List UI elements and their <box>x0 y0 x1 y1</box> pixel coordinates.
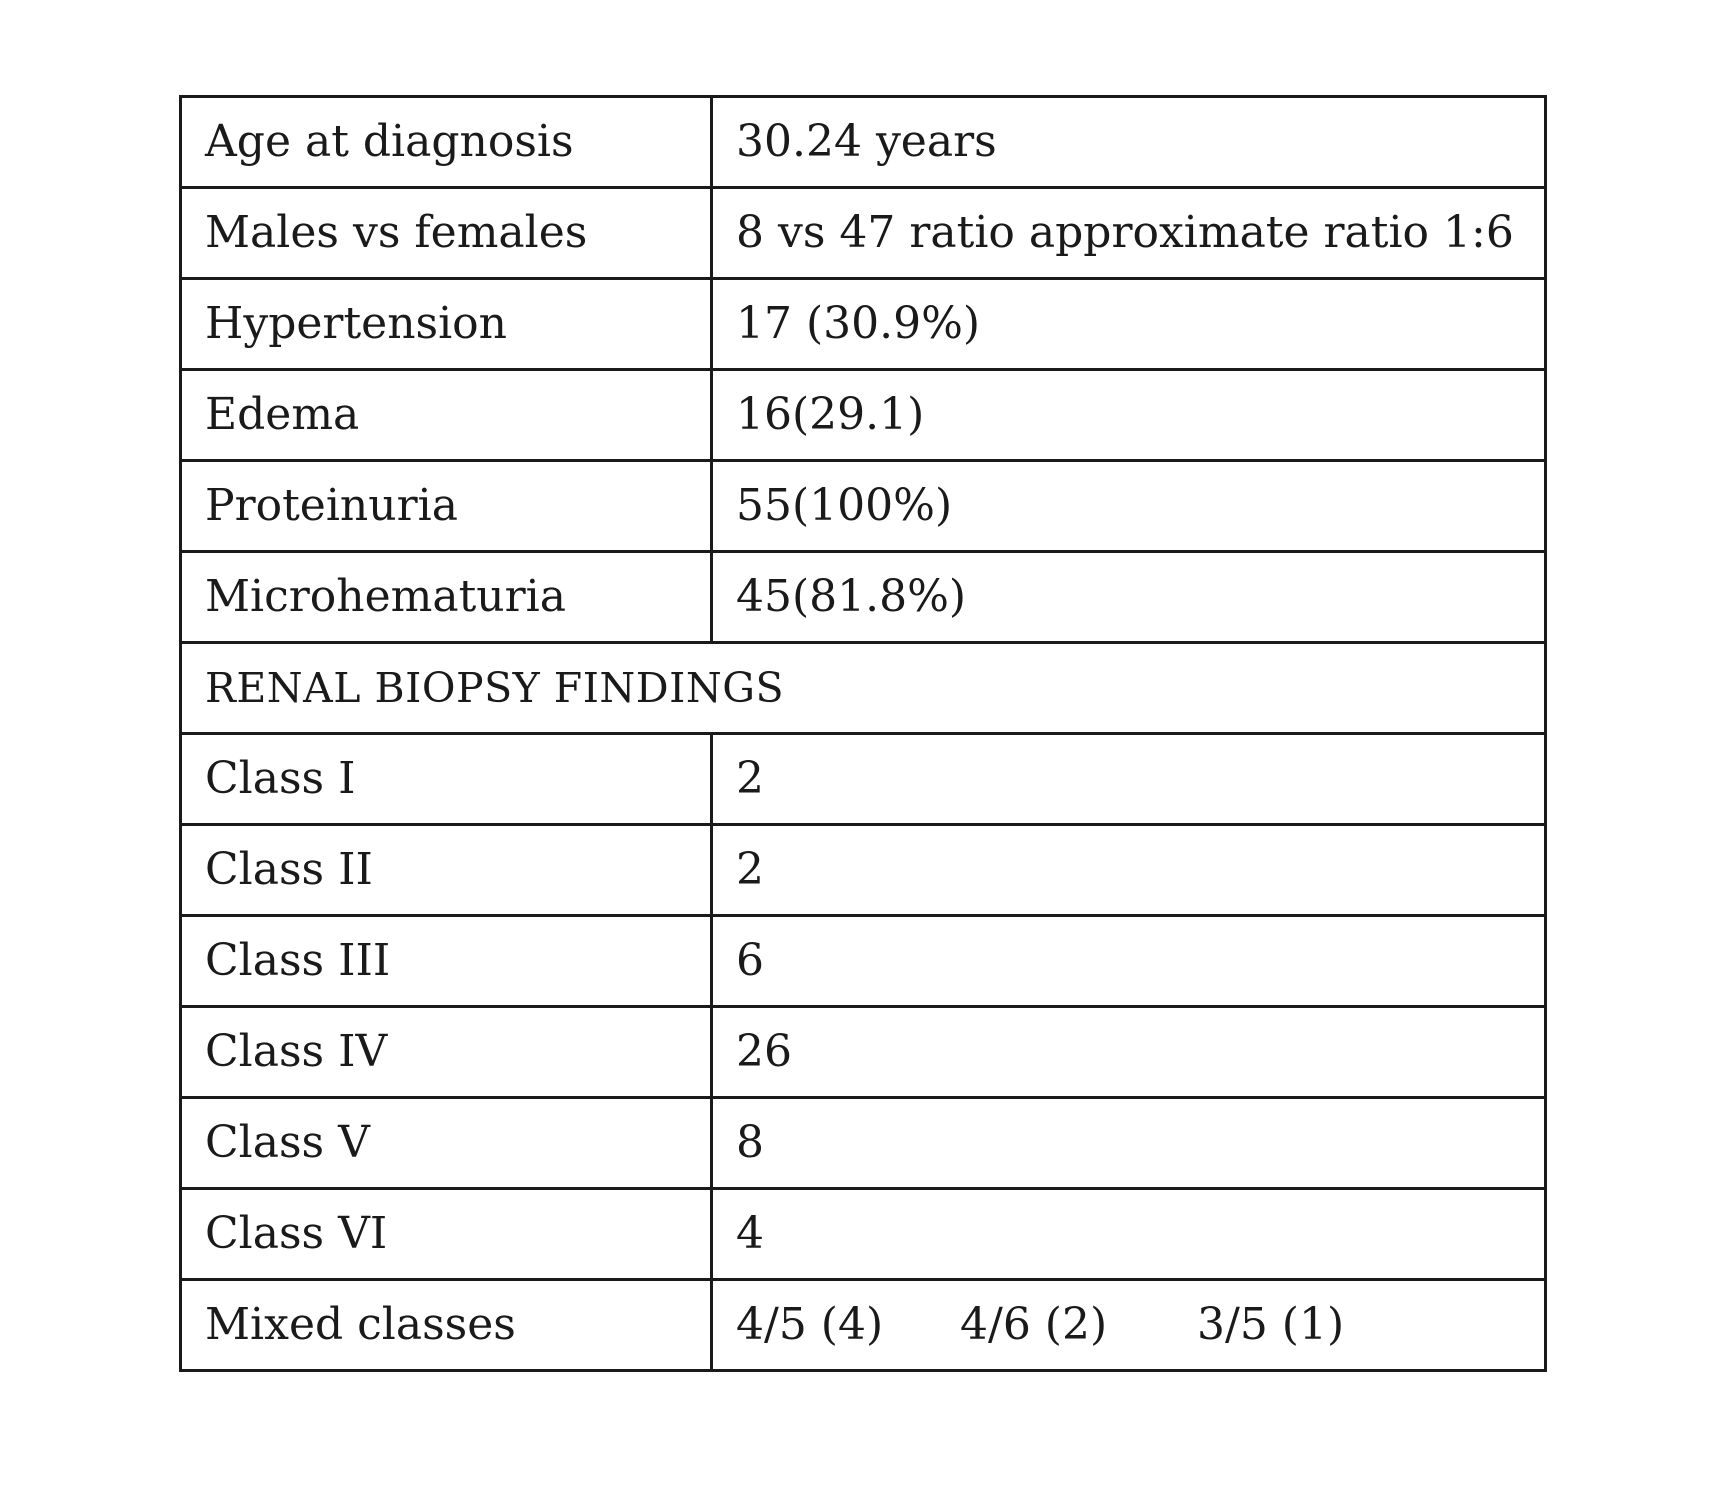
row-label: Proteinuria <box>181 461 712 552</box>
row-label: Class III <box>181 916 712 1007</box>
row-value: 8 <box>712 1098 1546 1189</box>
table-row <box>181 188 1546 279</box>
table-row <box>181 734 1546 825</box>
table-row <box>181 461 1546 552</box>
row-label: Class I <box>181 734 712 825</box>
row-label: Class IV <box>181 1007 712 1098</box>
table-row <box>181 552 1546 643</box>
table-row <box>181 1098 1546 1189</box>
table-row <box>181 1007 1546 1098</box>
row-label: Age at diagnosis <box>181 97 712 188</box>
table-row <box>181 97 1546 188</box>
row-label: Edema <box>181 370 712 461</box>
row-label: Hypertension <box>181 279 712 370</box>
row-value: 8 vs 47 ratio approximate ratio 1:6 <box>712 188 1546 279</box>
findings-table <box>179 95 1547 1372</box>
row-value: 45(81.8%) <box>712 552 1546 643</box>
section-header-row <box>181 643 1546 734</box>
row-label: Class II <box>181 825 712 916</box>
row-label: Microhematuria <box>181 552 712 643</box>
row-value: 17 (30.9%) <box>712 279 1546 370</box>
row-value: 2 <box>712 734 1546 825</box>
table-row <box>181 916 1546 1007</box>
row-value: 16(29.1) <box>712 370 1546 461</box>
table-row <box>181 279 1546 370</box>
row-value: 55(100%) <box>712 461 1546 552</box>
mixed-classes-row <box>181 1280 1546 1371</box>
row-value: 30.24 years <box>712 97 1546 188</box>
table-row <box>181 1189 1546 1280</box>
row-value: 4 <box>712 1189 1546 1280</box>
row-label: Mixed classes <box>181 1280 712 1371</box>
row-label: Class V <box>181 1098 712 1189</box>
row-value: 6 <box>712 916 1546 1007</box>
row-label: Class VI <box>181 1189 712 1280</box>
table-row <box>181 825 1546 916</box>
findings-table-container <box>179 95 1547 1372</box>
section-header: RENAL BIOPSY FINDINGS <box>181 643 1546 734</box>
row-value: 26 <box>712 1007 1546 1098</box>
mixed-class-value: 4/6 (2) <box>960 1299 1108 1350</box>
row-label: Males vs females <box>181 188 712 279</box>
table-row <box>181 370 1546 461</box>
row-value: 2 <box>712 825 1546 916</box>
mixed-class-value: 4/5 (4) <box>736 1299 884 1350</box>
mixed-class-value: 3/5 (1) <box>1197 1299 1345 1350</box>
mixed-classes-values <box>712 1280 1546 1371</box>
